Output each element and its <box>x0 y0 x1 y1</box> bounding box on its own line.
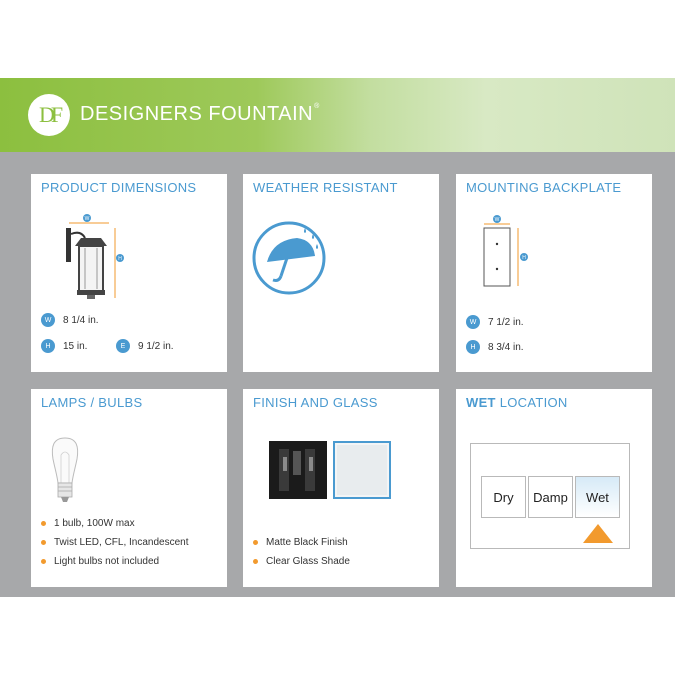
location-option-wet: Wet <box>575 476 620 518</box>
card-title: FINISH AND GLASS <box>253 395 378 410</box>
bullet-item <box>41 518 135 529</box>
edison-bulb-icon <box>47 435 83 505</box>
lantern-dimension-diagram <box>61 210 161 302</box>
spec-value: 8 1/4 in. <box>63 314 99 326</box>
card-weather-resistant <box>243 174 439 372</box>
bullet-item <box>253 556 350 567</box>
card-title: PRODUCT DIMENSIONS <box>41 180 197 195</box>
card-title <box>466 395 568 410</box>
bullet-dot <box>41 521 46 526</box>
spec-badge-w: W <box>466 315 480 329</box>
spec-extension <box>116 339 174 353</box>
bullet-text: Matte Black Finish <box>266 537 348 548</box>
card-wet-location <box>456 389 652 587</box>
selected-indicator-arrow <box>583 524 613 543</box>
spec-value: 8 3/4 in. <box>488 341 524 353</box>
bullet-text: 1 bulb, 100W max <box>54 518 135 529</box>
spec-badge-h: H <box>41 339 55 353</box>
bullet-item <box>41 556 159 567</box>
spec-value: 9 1/2 in. <box>138 340 174 352</box>
diagram-w-label: W <box>494 217 500 223</box>
card-title: LAMPS / BULBS <box>41 395 143 410</box>
card-product-dimensions <box>31 174 227 372</box>
spec-value: 7 1/2 in. <box>488 316 524 328</box>
umbrella-rain-icon <box>251 220 327 296</box>
diagram-h-label: H <box>118 256 122 262</box>
bullet-text: Clear Glass Shade <box>266 556 350 567</box>
brand-banner <box>0 78 675 152</box>
backplate-dimension-diagram <box>480 212 540 292</box>
bullet-text: Light bulbs not included <box>54 556 160 567</box>
title-rest: LOCATION <box>495 395 568 410</box>
spec-badge-w: W <box>41 313 55 327</box>
bullet-text: Twist LED, CFL, Incandescent <box>54 537 189 548</box>
location-option-damp: Damp <box>528 476 573 518</box>
brand-name-text: DESIGNERS FOUNTAIN <box>80 103 314 125</box>
title-bold: WET <box>466 395 496 410</box>
bullet-dot <box>253 559 258 564</box>
bullet-item <box>41 537 189 548</box>
spec-badge-h: H <box>466 340 480 354</box>
bullet-dot <box>41 559 46 564</box>
location-option-dry: Dry <box>481 476 526 518</box>
spec-badge-e: E <box>116 339 130 353</box>
location-scale <box>470 443 630 549</box>
spec-width <box>466 315 524 329</box>
spec-value: 15 in. <box>63 340 88 352</box>
bullet-dot <box>41 540 46 545</box>
card-mounting-backplate <box>456 174 652 372</box>
brand-logo <box>28 94 70 136</box>
matte-black-swatch <box>269 441 327 499</box>
card-lamps-bulbs <box>31 389 227 587</box>
spec-width <box>41 313 99 327</box>
diagram-w-label: W <box>84 216 90 222</box>
bullet-dot <box>253 540 258 545</box>
clear-glass-swatch <box>333 441 391 499</box>
bullet-item <box>253 537 348 548</box>
card-finish-glass <box>243 389 439 587</box>
brand-name <box>80 103 320 126</box>
card-title: WEATHER RESISTANT <box>253 180 398 195</box>
card-title: MOUNTING BACKPLATE <box>466 180 622 195</box>
logo-text: DF <box>38 102 60 127</box>
diagram-h-label: H <box>522 255 526 261</box>
spec-height <box>41 339 87 353</box>
spec-height <box>466 340 524 354</box>
trademark-symbol: ® <box>314 103 320 110</box>
